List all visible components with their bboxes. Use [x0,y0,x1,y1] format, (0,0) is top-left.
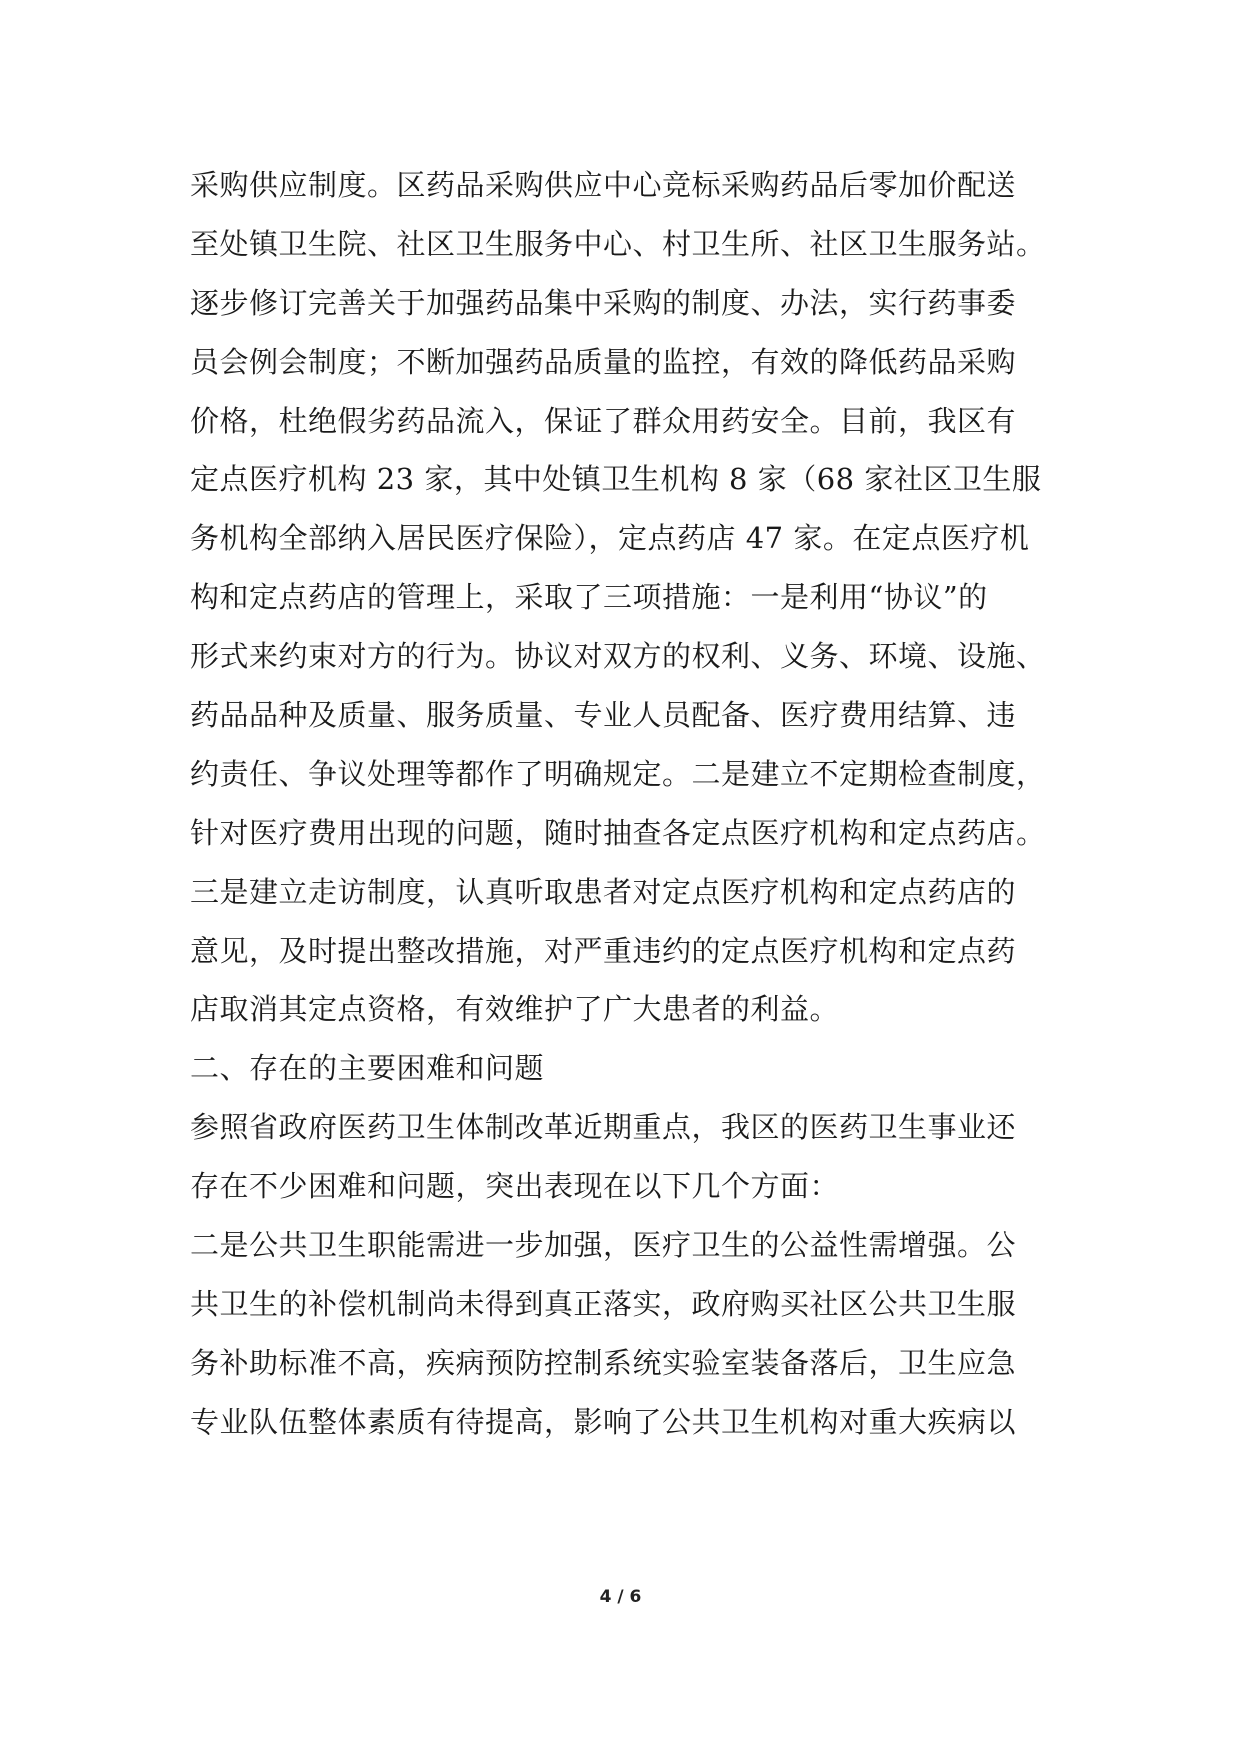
text-line: 定点医疗机构 23 家，其中处镇卫生机构 8 家（68 家社区卫生服 [190,462,1042,497]
text-line: 员会例会制度；不断加强药品质量的监控，有效的降低药品采购 [190,344,1017,379]
text-line: 二是公共卫生职能需进一步加强，医疗卫生的公益性需增强。公 [190,1228,1017,1263]
text-line: 务补助标准不高，疾病预防控制系统实验室装备落后，卫生应急 [190,1345,1017,1380]
page-number: 4 / 6 [599,1587,642,1607]
text-line: 参照省政府医药卫生体制改革近期重点，我区的医药卫生事业还 [190,1110,1017,1145]
text-line: 务机构全部纳入居民医疗保险），定点药店 47 家。在定点医疗机 [190,521,1030,556]
text-line: 三是建立走访制度，认真听取患者对定点医疗机构和定点药店的 [190,874,1017,909]
text-line: 存在不少困难和问题，突出表现在以下几个方面： [190,1169,840,1204]
text-line: 共卫生的补偿机制尚未得到真正落实，政府购买社区公共卫生服 [190,1286,1017,1321]
text-line: 针对医疗费用出现的问题，随时抽查各定点医疗机构和定点药店。 [190,815,1046,850]
text-line: 采购供应制度。区药品采购供应中心竞标采购药品后零加价配送 [190,168,1017,202]
text-line: 店取消其定点资格，有效维护了广大患者的利益。 [190,992,840,1027]
text-line: 价格，杜绝假劣药品流入，保证了群众用药安全。目前，我区有 [190,403,1017,438]
text-line: 意见，及时提出整改措施，对严重违约的定点医疗机构和定点药 [190,933,1017,968]
text-line: 至处镇卫生院、社区卫生服务中心、村卫生所、社区卫生服务站。 [190,226,1046,261]
section-heading: 二、存在的主要困难和问题 [190,1051,545,1086]
text-line: 约责任、争议处理等都作了明确规定。二是建立不定期检查制度， [190,756,1046,791]
text-line: 形式来约束对方的行为。协议对双方的权利、义务、环境、设施、 [190,639,1046,674]
text-line: 逐步修订完善关于加强药品集中采购的制度、办法，实行药事委 [190,285,1017,320]
text-line: 构和定点药店的管理上，采取了三项措施：一是利用“协议”的 [190,580,988,615]
body-text [190,156,1090,1452]
text-line: 专业队伍整体素质有待提高，影响了公共卫生机构对重大疾病以 [190,1404,1017,1439]
text-line: 药品品种及质量、服务质量、专业人员配备、医疗费用结算、违 [190,698,1017,733]
